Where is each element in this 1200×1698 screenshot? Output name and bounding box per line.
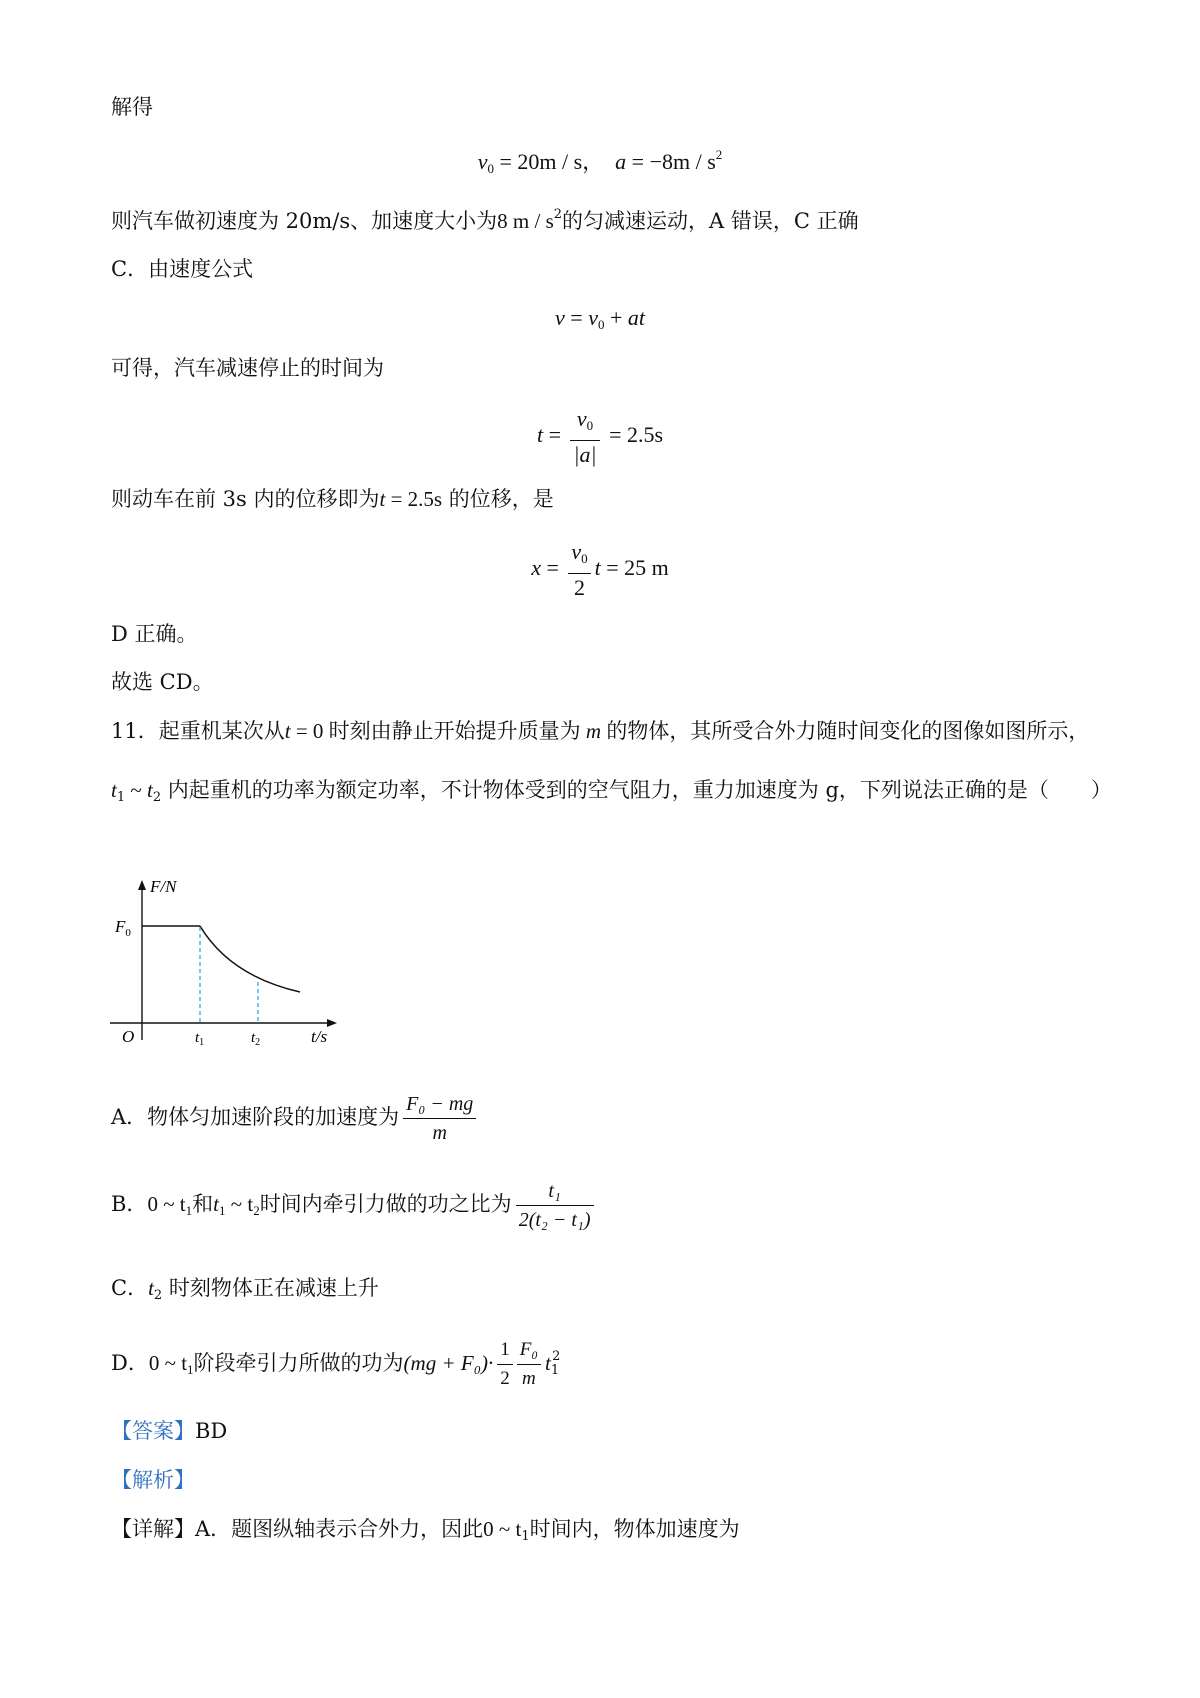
equation-velocity: $v = v_0$ + at xyxy=(555,305,645,332)
answer-value: BD xyxy=(195,1419,228,1443)
text-choose-cd: 故选 CD。 xyxy=(111,670,214,694)
a-value: = −8m / s xyxy=(631,149,716,174)
option-d[interactable]: D．0 ~ $t_1$阶段牵引力所做的功为(mg + F₀)· $\frac{1}{2}$ $\frac{\text{F₀}}{m}$ $t_1^2$ xyxy=(111,1327,560,1401)
question-11-line2: $t_1$ ~ $t_2$ 内起重机的功率为额定功率，不计物体受到的空气阻力，重力加速度为 g，下列说法正确的是（ ） xyxy=(111,778,1112,805)
equation-stop-time: t = $\frac{v_0}{|a|}$ = 2.5s xyxy=(536,406,664,467)
decreasing-force-curve xyxy=(200,926,300,992)
text-c-label: C．由速度公式 xyxy=(111,257,254,281)
x-axis-arrow xyxy=(327,1019,337,1027)
text-jiede: 解得 xyxy=(111,95,153,119)
y-axis-arrow xyxy=(138,880,146,890)
option-a[interactable]: A．物体匀加速阶段的加速度为 $\frac{\text{F₀ − mg}}{m}$ xyxy=(111,1087,480,1147)
origin-label: O xyxy=(122,1027,135,1046)
analysis-bracket: 【解析】 xyxy=(111,1468,195,1492)
y-axis-label: F/N xyxy=(150,877,177,896)
text-conclusion: 则汽车做初速度为 20m/s、加速度大小为8 m / $s^2$的匀减速运动，A 错误，C 正确 xyxy=(111,207,859,233)
force-time-graph xyxy=(105,870,345,1050)
detail-bracket: 【详解】 xyxy=(111,1517,195,1541)
equation-displacement: x = $\frac{v_0}{2}$ t = 25 m xyxy=(531,539,669,600)
answer-line xyxy=(111,1416,227,1446)
t1-label: $t_1$ xyxy=(195,1030,205,1048)
analysis-line xyxy=(111,1465,195,1495)
text-displacement: 则动车在前 3s 内的位移即为t = 2.5s 的位移，是 xyxy=(111,487,554,511)
question-11-line1: 11．起重机某次从t = 0 时刻由静止开始提升质量为 m 的物体，其所受合外力随时间变化的图像如图所示， xyxy=(111,719,1090,743)
text-stop-time: 可得，汽车减速停止的时间为 xyxy=(111,356,384,380)
f0-label: $F_0$ xyxy=(115,917,131,939)
text-d-correct: D 正确。 xyxy=(111,622,198,646)
t2-label: $t_2$ xyxy=(251,1030,261,1048)
equation-v0-a: $v_0 = 20m / s$， $a = -8m / s^2$ xyxy=(477,147,723,176)
option-c[interactable]: C．$t_2$ 时刻物体正在减速上升 xyxy=(111,1276,379,1303)
v0-value: = 20m / s， xyxy=(499,149,605,174)
x-axis-label: t/s xyxy=(311,1027,328,1046)
detail-line: 【详解】A．题图纵轴表示合外力，因此0 ~ $t_1$时间内，物体加速度为 xyxy=(111,1517,740,1544)
option-b[interactable]: B．0 ~ $t_1$和$t_1$ ~ $t_2$时间内牵引力做的功之比为 $\frac{\text{t₁}}{\text{2(t₂ − t₁)}}$ xyxy=(111,1174,598,1241)
answer-bracket: 【答案】 xyxy=(111,1419,195,1443)
